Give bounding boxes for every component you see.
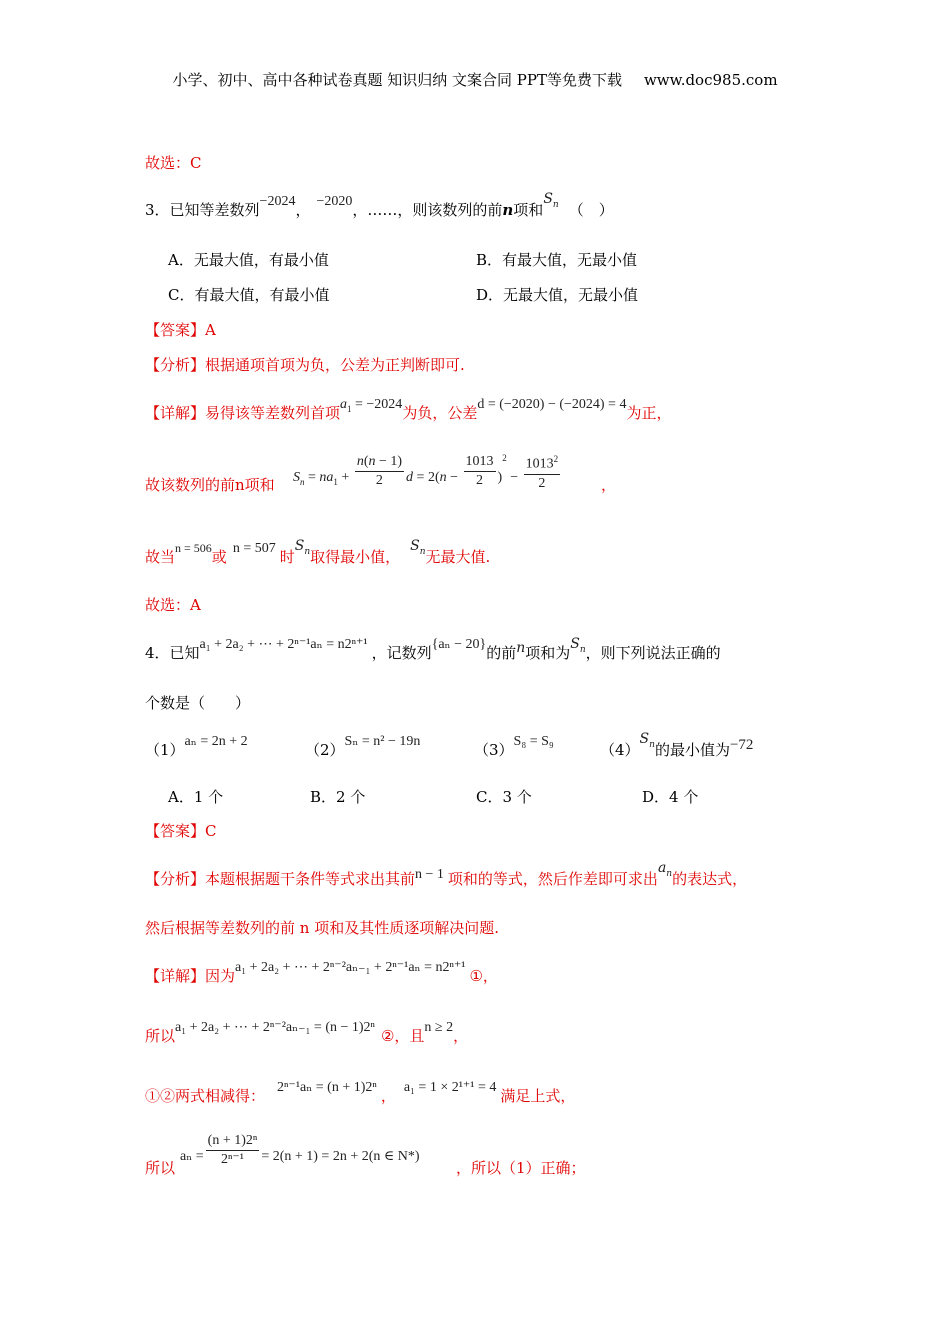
q3-option-a: A．无最大值，有最小值	[168, 251, 329, 269]
q4-so2-label: 所以	[145, 1159, 176, 1177]
q4-statement-2: （2）Sₙ = n² − 19n	[305, 734, 421, 759]
q4-option-b: B．2 个	[310, 788, 366, 806]
q4-eq1: a₁ + 2a₂ + ⋯ + 2ⁿ⁻²aₙ₋₁ + 2ⁿ⁻¹aₙ = n2ⁿ⁺¹	[235, 960, 466, 975]
q3-term1: −2024	[259, 194, 296, 209]
q3-answer: 【答案】A	[145, 321, 216, 339]
q3-when: 故当$^{n = 506}$或 n = 507 时$S_n$取得最小值，$S_n$无最大值.	[145, 538, 491, 566]
q3-stem: 3．已知等差数列−2024， −2020，……，则该数列的前n项和$S_n$ （ ）	[145, 191, 614, 219]
q4-sn: $S_n$	[570, 636, 586, 655]
prev-choose: 故选：C	[145, 154, 202, 172]
q4-subtract: ①②两式相减得： 2ⁿ⁻¹aₙ = (n + 1)2ⁿ ， a₁ = 1 × 2¹⁺¹ = 4 满足上式，	[145, 1080, 576, 1105]
q3-d-eq: d = (−2020) − (−2024) = 4	[477, 397, 627, 412]
q4-an-formula: aₙ = $\frac{\text{(n + 1)2ⁿ}}{\text{2ⁿ⁻¹}}$ = 2(n + 1) = 2n + 2(n ∈ N*)	[180, 1133, 420, 1167]
q3-sum-label: 故该数列的前n项和	[145, 476, 275, 494]
q3-term2: −2020	[316, 194, 353, 209]
q4-analysis: 【分析】本题根据题干条件等式求出其前n − 1 项和的等式，然后作差即可求出$a_n$的表达式，	[145, 860, 748, 888]
q3-analysis: 【分析】根据通项首项为负，公差为正判断即可.	[145, 356, 465, 374]
q3-n506: n = 506	[175, 541, 212, 555]
q4-an: $a_n$	[657, 860, 673, 879]
q3-when-sn2: $S_n$	[410, 538, 426, 557]
q4-statement-4: $(4)S_n$的最小值为−72	[600, 731, 754, 759]
q4-option-c: C．3 个	[476, 788, 532, 806]
q3-sum-formula: $S_n = na_1$ + $\frac{n(n - 1)}{2}$ d = 2(n − $\frac{1013}{2}$ )$^2$ − $\frac{1013^2}{2}$	[293, 450, 562, 493]
q4-n-minus-1: n − 1	[415, 867, 444, 882]
q4-analysis-line2: 然后根据等差数列的前 n 项和及其性质逐项解决问题.	[145, 919, 499, 937]
q3-sn: $S_n$	[543, 191, 559, 210]
q4-stem-line2: 个数是（ ）	[145, 694, 251, 712]
q4-eq: a₁ + 2a₂ + ⋯ + 2ⁿ⁻¹aₙ = n2ⁿ⁺¹	[199, 637, 368, 652]
q3-a1-eq: $a_1 = -2024$	[340, 397, 403, 414]
q4-statement-1: （1）aₙ = 2n + 2	[145, 734, 248, 759]
q4-so2-post: ，所以（1）正确；	[456, 1159, 586, 1177]
q3-option-c: C．有最大值，有最小值	[168, 286, 330, 304]
header-site: www.doc985.com	[643, 71, 778, 89]
q3-option-b: B．有最大值，无最小值	[476, 251, 638, 269]
q4-eq3: 2ⁿ⁻¹aₙ = (n + 1)2ⁿ	[277, 1080, 377, 1095]
q3-detail: 【详解】易得该等差数列首项$a_1 = -2024$为负，公差d = (−2020) − (−2024) = 4为正，	[145, 397, 672, 422]
header-text: 小学、初中、高中各种试卷真题 知识归纳 文案合同 PPT等免费下载	[172, 71, 622, 89]
q4-so: 所以a₁ + 2a₂ + ⋯ + 2ⁿ⁻²aₙ₋₁ = (n − 1)2ⁿ ②，且n ≥ 2，	[145, 1020, 469, 1045]
q4-statement-3: （3）S₈ = S₉	[474, 734, 554, 759]
q4-stem: 4．已知a₁ + 2a₂ + ⋯ + 2ⁿ⁻¹aₙ = n2ⁿ⁺¹ ，记数列{aₙ − 20}的前n项和为$S_n$，则下列说法正确的	[145, 636, 721, 662]
page-header	[0, 69, 950, 90]
q3-sum-comma: ，	[601, 476, 617, 494]
q4-cond: n ≥ 2	[424, 1020, 454, 1035]
q3-choose: 故选：A	[145, 596, 201, 614]
q4-eq2: a₁ + 2a₂ + ⋯ + 2ⁿ⁻²aₙ₋₁ = (n − 1)2ⁿ	[175, 1020, 375, 1035]
q4-detail: 【详解】因为a₁ + 2a₂ + ⋯ + 2ⁿ⁻²aₙ₋₁ + 2ⁿ⁻¹aₙ = n2ⁿ⁺¹ ①，	[145, 960, 498, 985]
q4-eq4: a₁ = 1 × 2¹⁺¹ = 4	[403, 1080, 497, 1095]
q3-option-d: D．无最大值，无最小值	[476, 286, 639, 304]
q3-n507: n = 507	[232, 541, 276, 556]
q3-when-sn: $S_n$	[294, 538, 311, 557]
q4-seq: {aₙ − 20}	[431, 637, 487, 652]
q4-option-a: A．1 个	[168, 788, 224, 806]
q4-answer: 【答案】C	[145, 822, 217, 840]
q4-option-d: D．4 个	[642, 788, 699, 806]
